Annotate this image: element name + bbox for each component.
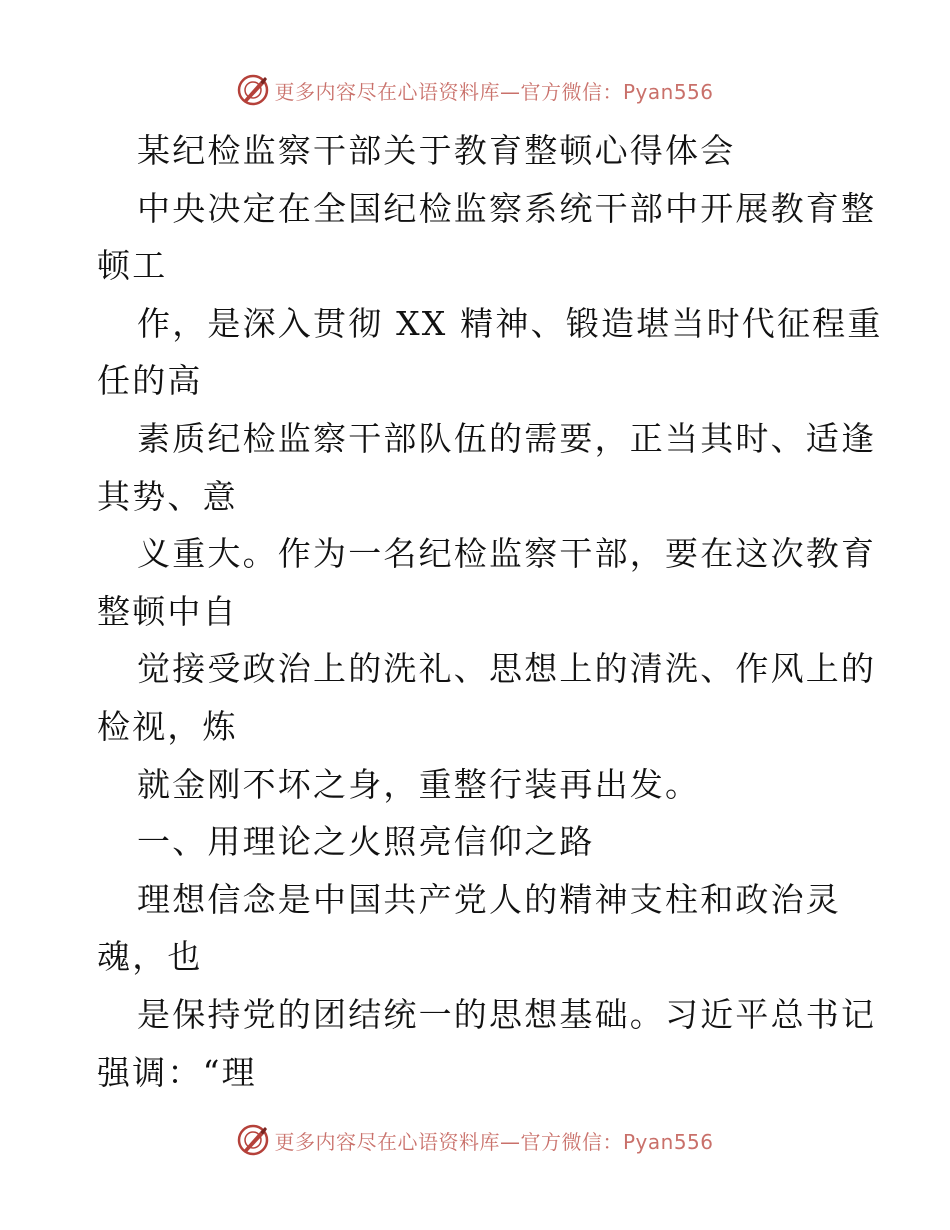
watermark-label: 更多内容尽在心语资料库—官方微信： [274, 1129, 623, 1154]
text-line: 作，是深入贯彻 XX 精神、锻造堪当时代征程重 [137, 303, 883, 343]
pen-logo-icon [236, 73, 270, 107]
watermark-text [274, 1126, 713, 1155]
text-line: 义重大。作为一名纪检监察干部，要在这次教育 [137, 534, 877, 574]
header-watermark [0, 70, 950, 110]
watermark-account: Pyan556 [622, 1129, 714, 1154]
text-line: 素质纪检监察干部队伍的需要，正当其时、适逢 [137, 418, 877, 458]
text-line: 强调：“理 [97, 1052, 257, 1092]
watermark-label: 更多内容尽在心语资料库—官方微信： [274, 79, 623, 104]
text-line: 任的高 [97, 361, 203, 401]
text-line: 觉接受政治上的洗礼、思想上的清洗、作风上的 [137, 649, 877, 689]
text-line: 顿工 [97, 246, 168, 286]
watermark-text [274, 76, 713, 105]
text-line: 其势、意 [97, 476, 238, 516]
text-line: 就金刚不坏之身，重整行装再出发。 [137, 764, 701, 804]
text-line: 中央决定在全国纪检监察系统干部中开展教育整 [137, 188, 877, 228]
text-line: 检视，炼 [97, 706, 238, 746]
footer-watermark [0, 1120, 950, 1160]
text-line: 魂，也 [97, 937, 203, 977]
text-line: 理想信念是中国共产党人的精神支柱和政治灵 [137, 879, 841, 919]
document-title: 某纪检监察干部关于教育整顿心得体会 [137, 131, 736, 170]
document-body [97, 122, 883, 1101]
pen-logo-icon [236, 1123, 270, 1157]
text-line: 是保持党的团结统一的思想基础。习近平总书记 [137, 994, 877, 1034]
watermark-account: Pyan556 [622, 79, 714, 104]
section-heading: 一、用理论之火照亮信仰之路 [137, 822, 595, 862]
text-line: 整顿中自 [97, 591, 238, 631]
